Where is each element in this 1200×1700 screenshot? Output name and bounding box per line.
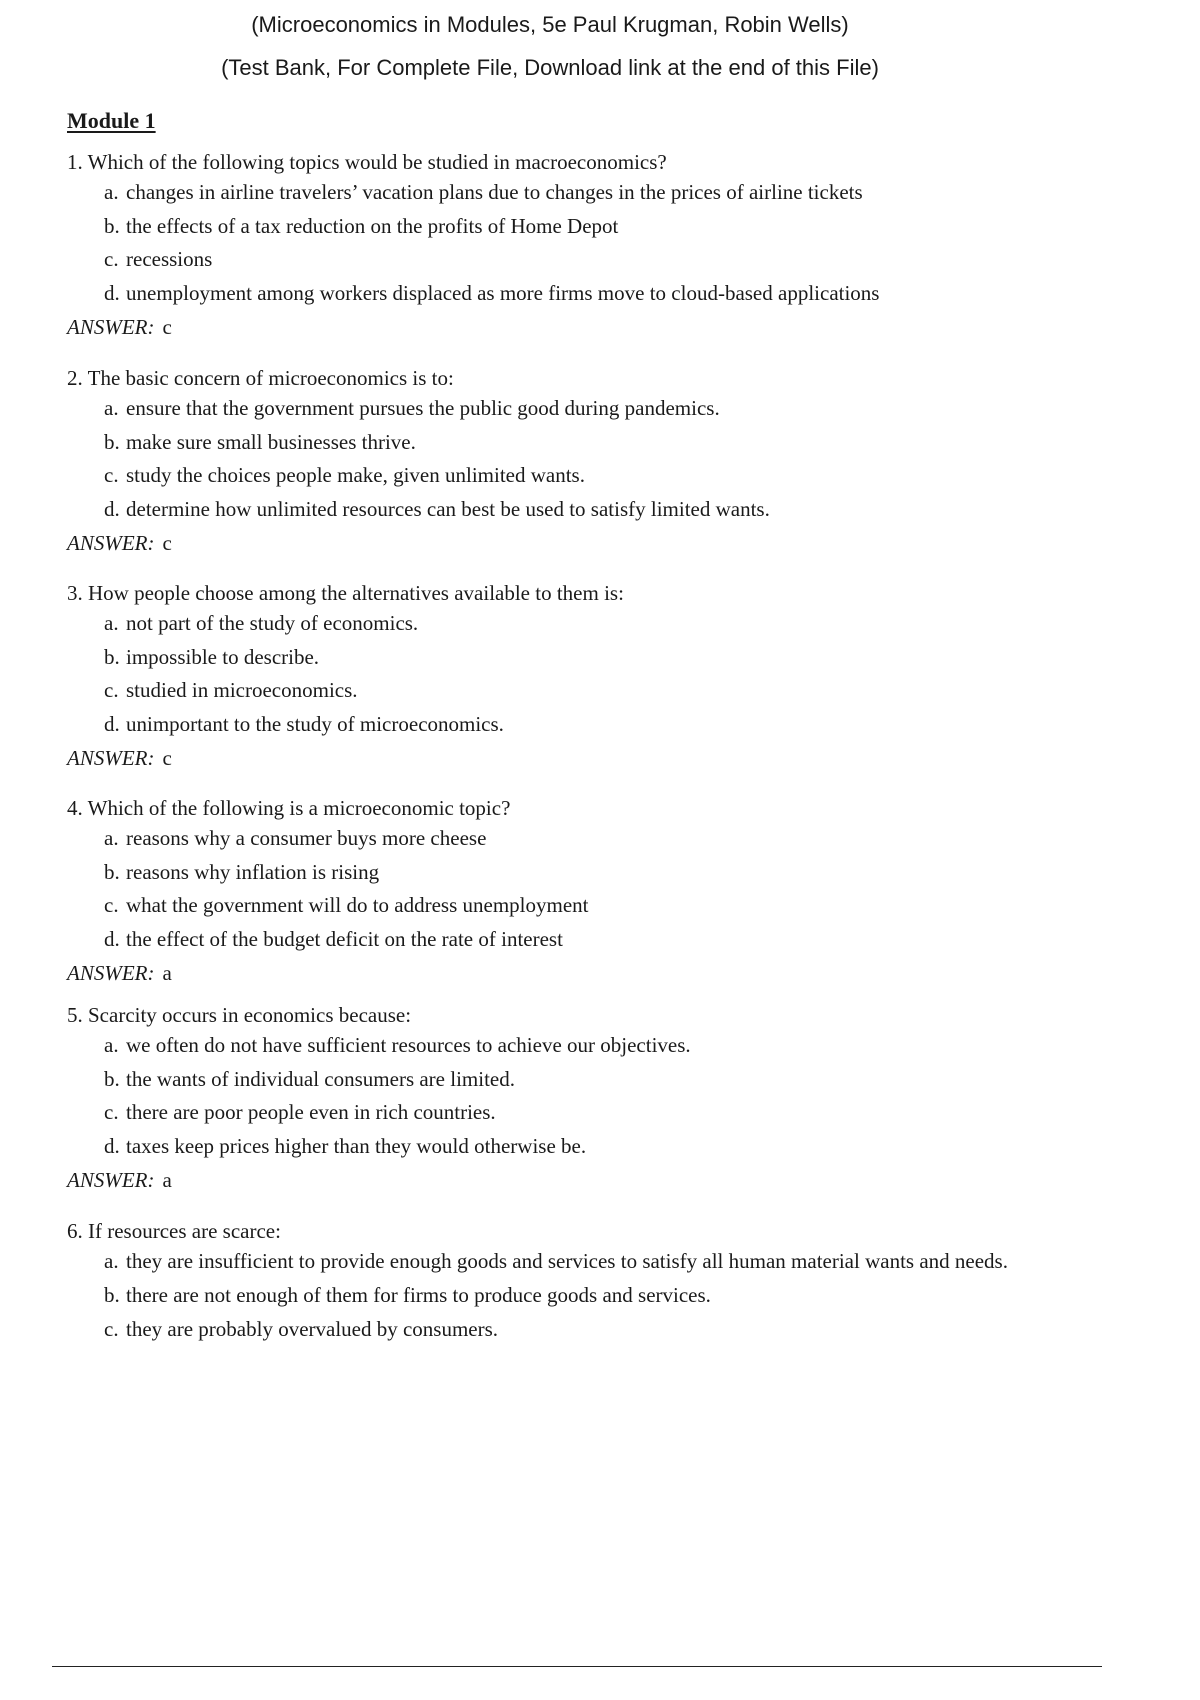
option-c <box>67 1097 1107 1131</box>
option-c <box>67 675 1107 709</box>
option-d <box>67 494 1107 528</box>
option-text: unemployment among workers displaced as more firms move to cloud-based applications <box>126 280 880 305</box>
question-2 <box>67 363 1107 559</box>
option-text: there are not enough of them for firms to produce goods and services. <box>126 1283 711 1307</box>
option-letter: b. <box>104 859 120 884</box>
option-text: there are poor people even in rich countries. <box>126 1100 496 1124</box>
option-letter: b. <box>104 1283 120 1307</box>
option-letter: a. <box>104 1249 119 1273</box>
question-1 <box>67 147 1107 343</box>
option-a <box>67 393 1107 427</box>
answer-line <box>67 311 1107 343</box>
answer-label: ANSWER: <box>67 315 155 339</box>
option-letter: b. <box>104 213 120 238</box>
option-text: determine how unlimited resources can best be used to satisfy limited wants. <box>126 496 770 521</box>
question-stem: 6. If resources are scarce: <box>67 1219 281 1243</box>
option-a <box>67 177 1107 211</box>
option-letter: b. <box>104 429 120 454</box>
option-letter: d. <box>104 711 120 736</box>
option-text: they are probably overvalued by consumers. <box>126 1316 499 1341</box>
option-a <box>67 1246 1107 1280</box>
option-text: reasons why a consumer buys more cheese <box>126 826 487 850</box>
option-text: unimportant to the study of microeconomics. <box>126 711 504 736</box>
question-6 <box>67 1216 1107 1347</box>
option-letter: c. <box>104 1100 119 1124</box>
option-text: impossible to describe. <box>126 644 320 669</box>
option-letter: a. <box>104 180 119 204</box>
option-text: study the choices people make, given unlimited wants. <box>126 463 585 487</box>
option-text: ensure that the government pursues the public good during pandemics. <box>126 396 720 420</box>
option-d <box>67 924 1107 958</box>
option-letter: b. <box>104 644 120 669</box>
question-4 <box>67 793 1107 989</box>
option-letter: a. <box>104 1033 119 1057</box>
option-c <box>67 460 1107 494</box>
question-stem: 1. Which of the following topics would be studied in macroeconomics? <box>67 150 667 174</box>
answer-line <box>67 527 1107 559</box>
option-a <box>67 608 1107 642</box>
option-letter: d. <box>104 1133 120 1158</box>
option-letter: d. <box>104 926 120 951</box>
answer-label: ANSWER: <box>67 961 155 985</box>
option-c <box>67 890 1107 924</box>
option-text: make sure small businesses thrive. <box>126 429 416 454</box>
option-letter: d. <box>104 496 120 521</box>
option-text: changes in airline travelers’ vacation plans due to changes in the prices of airline tickets <box>126 180 863 204</box>
option-letter: c. <box>104 463 119 487</box>
document-header-subtitle: (Test Bank, For Complete File, Download link at the end of this File) <box>221 55 879 80</box>
answer-label: ANSWER: <box>67 531 155 555</box>
option-letter: b. <box>104 1066 120 1091</box>
option-a <box>67 1030 1107 1064</box>
question-stem: 5. Scarcity occurs in economics because: <box>67 1003 412 1027</box>
option-c <box>67 244 1107 278</box>
option-letter: a. <box>104 611 119 635</box>
option-letter: a. <box>104 826 119 850</box>
answer-label: ANSWER: <box>67 746 155 770</box>
answer-value: c <box>162 315 172 339</box>
answer-value: c <box>162 746 172 770</box>
option-letter: c. <box>104 893 119 917</box>
option-text: the effects of a tax reduction on the profits of Home Depot <box>126 213 619 238</box>
module-title: Module 1 <box>67 108 156 133</box>
option-text: we often do not have sufficient resources to achieve our objectives. <box>126 1033 691 1057</box>
option-letter: c. <box>104 678 119 702</box>
option-letter: c. <box>104 247 119 271</box>
option-d <box>67 278 1107 312</box>
answer-line <box>67 957 1107 989</box>
option-b <box>67 1280 1107 1314</box>
option-text: not part of the study of economics. <box>126 611 419 635</box>
option-text: recessions <box>126 247 213 271</box>
option-b <box>67 211 1107 245</box>
answer-line <box>67 1164 1107 1196</box>
option-b <box>67 857 1107 891</box>
option-d <box>67 709 1107 743</box>
option-text: reasons why inflation is rising <box>126 859 380 884</box>
answer-value: a <box>162 1168 172 1192</box>
question-5 <box>67 1000 1107 1196</box>
question-stem: 2. The basic concern of microeconomics is to: <box>67 366 454 390</box>
answer-label: ANSWER: <box>67 1168 155 1192</box>
option-text: taxes keep prices higher than they would otherwise be. <box>126 1133 587 1158</box>
option-text: the effect of the budget deficit on the rate of interest <box>126 926 563 951</box>
option-b <box>67 1064 1107 1098</box>
option-letter: c. <box>104 1316 119 1341</box>
option-text: they are insufficient to provide enough goods and services to satisfy all human material wants and needs. <box>126 1249 1008 1273</box>
option-letter: d. <box>104 280 120 305</box>
question-stem: 3. How people choose among the alternatives available to them is: <box>67 581 624 605</box>
footer-divider <box>52 1666 1102 1667</box>
option-c <box>67 1314 1107 1348</box>
answer-value: a <box>162 961 172 985</box>
option-a <box>67 823 1107 857</box>
option-text: studied in microeconomics. <box>126 678 358 702</box>
question-stem: 4. Which of the following is a microeconomic topic? <box>67 796 511 820</box>
option-text: the wants of individual consumers are limited. <box>126 1066 515 1091</box>
document-header-title: (Microeconomics in Modules, 5e Paul Krugman, Robin Wells) <box>251 12 849 37</box>
answer-value: c <box>162 531 172 555</box>
option-letter: a. <box>104 396 119 420</box>
option-b <box>67 642 1107 676</box>
question-3 <box>67 578 1107 774</box>
option-d <box>67 1131 1107 1165</box>
option-b <box>67 427 1107 461</box>
answer-line <box>67 742 1107 774</box>
option-text: what the government will do to address unemployment <box>126 893 589 917</box>
